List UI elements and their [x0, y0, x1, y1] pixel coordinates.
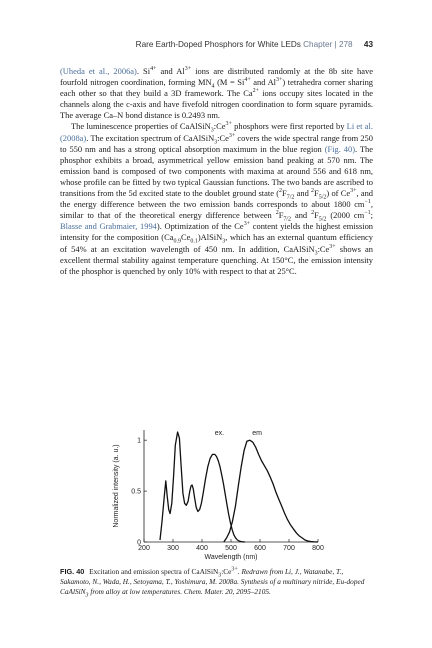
x-tick-label: 600: [254, 545, 266, 552]
text-run: and: [294, 188, 312, 199]
series-label-emission: em: [252, 430, 262, 438]
text-run: ). Optimization of the Ce: [156, 221, 244, 232]
text-run: )AlSiN: [197, 232, 223, 243]
superscript: 2: [275, 210, 279, 217]
series-line-emission: [224, 440, 318, 542]
subscript: 7/2: [283, 216, 292, 223]
body-text: [60, 66, 373, 277]
superscript: 2: [311, 210, 315, 217]
text-run: and: [291, 210, 312, 221]
text-run: phosphors were first reported by: [231, 121, 347, 132]
text-run: F: [282, 188, 287, 199]
paragraph-1: [60, 66, 373, 121]
subscript: 5/2: [318, 194, 327, 201]
text-run: F: [314, 210, 319, 221]
superscript: 3+: [329, 243, 336, 250]
superscript: 3+: [225, 121, 232, 128]
superscript: −1: [364, 210, 371, 217]
text-run: Ce: [180, 232, 191, 243]
series-line-excitation: [160, 432, 245, 542]
figure-link[interactable]: (Fig. 40): [324, 143, 356, 154]
caption-text: Excitation and emission spectra of CaAlSiN: [89, 567, 219, 576]
y-tick-label: 1: [137, 437, 141, 445]
x-tick-label: 700: [283, 545, 295, 552]
text-run: :Ce: [217, 132, 229, 143]
superscript: 4+: [150, 66, 157, 73]
text-run: F: [314, 188, 319, 199]
spectra-chart: [96, 422, 336, 565]
chapter-label: Chapter | 278: [303, 40, 353, 49]
y-tick-label: 0.5: [131, 488, 141, 496]
paragraph-2: [60, 121, 373, 276]
series-label-excitation: ex.: [214, 430, 225, 438]
superscript: 3+: [350, 188, 357, 195]
running-header: [60, 40, 373, 49]
subscript: 0.1: [190, 239, 198, 246]
caption-reference: Redrawn from Li, J., Watanabe, T., Sakamoto, N., Wada, H., Setoyama, T., Yoshimura, M. 2008a. Synthesis of a multinary nitride, Eu-doped CaAlSiN: [60, 567, 365, 596]
superscript: 3+: [276, 77, 283, 84]
superscript: 2: [279, 188, 283, 195]
text-run: and Al: [156, 66, 185, 76]
text-run: . The phosphor exhibits a broad, asymmetrical yellow emission band peaking at 570 nm. The emission band is composed of two components with maxima at around 556 and 618 nm, whose profile can be fitted by two typical Gaussian functions. The two bands are ascribed to transitions from the 5d excited state to the doublet ground state (: [60, 143, 373, 199]
text-run: F: [278, 210, 284, 221]
subscript: 7/2: [286, 194, 295, 201]
superscript: 2: [311, 188, 315, 195]
subscript: 4: [211, 83, 215, 90]
x-axis-label: Wavelength (nm): [204, 554, 258, 561]
text-run: ;: [370, 210, 373, 221]
subscript: 3: [214, 139, 218, 146]
text-run: ) tetrahedra corner sharing each other so that they build a 3D framework. The Ca: [60, 77, 374, 99]
text-run: shows an excellent thermal stability against temperature quenching. At 150°C, the emission intensity of the phosphor is quenched by only 10% with respect to that at 25°C.: [60, 243, 374, 276]
text-run: . Si: [136, 66, 151, 76]
superscript: 2+: [252, 88, 259, 95]
text-run: , and the energy difference between the two emission bands corresponds to about 1800 cm: [60, 188, 374, 210]
running-title: Rare Earth-Doped Phosphors for White LEDs: [135, 40, 301, 49]
text-run: and Al: [250, 77, 277, 88]
citation-link[interactable]: Blasse and Grabmaier, 1994: [60, 221, 157, 232]
caption-text: :Ce: [221, 567, 232, 576]
text-run: The luminescence properties of CaAlSiN: [71, 121, 211, 132]
text-run: (2000 cm: [326, 210, 365, 221]
superscript: 4+: [244, 77, 251, 84]
text-run: , similar to that of the theoretical energy difference between: [60, 199, 373, 221]
text-run: ions occupy sites located in the channels along the c-axis and have fivefold nitrogen coordination to form square pyramids. The average Ca–N bond distance is 0.2493 nm.: [60, 88, 373, 121]
citation-link[interactable]: Li et al. (2008a): [60, 121, 373, 143]
text-run: covers the wide spectral range from 250 to 550 nm and has a strong optical absorption maximum in the blue region: [60, 132, 373, 154]
caption-reference: from alloy at low temperatures. Chem. Mater. 20, 2095–2105.: [88, 587, 271, 596]
text-run: . The excitation spectrum of CaAlSiN: [86, 132, 215, 143]
superscript: 3+: [228, 132, 236, 139]
figure-caption: [60, 567, 373, 597]
subscript: 3: [218, 572, 222, 579]
text-run: (M = Si: [214, 77, 245, 88]
subscript: 0.9: [173, 239, 181, 246]
superscript: 3+: [184, 66, 192, 73]
superscript: 3+: [231, 566, 238, 573]
page-number: 43: [363, 40, 373, 49]
text-run: , which has an external quantum efficiency of 54% at an excitation wavelength of 450 nm. In addition, CaAlSiN: [60, 232, 374, 254]
x-tick-label: 400: [196, 545, 208, 552]
x-tick-label: 800: [312, 545, 324, 552]
chart-series: [160, 432, 318, 542]
text-run: :Ce: [213, 121, 226, 132]
chart-labels: [113, 430, 324, 561]
text-run: :Ce: [317, 243, 330, 254]
subscript: 3: [85, 592, 89, 599]
text-run: ions are distributed randomly at the 8b site have fourfold nitrogen coordination, forming MN: [60, 66, 373, 88]
x-tick-label: 300: [167, 545, 179, 552]
superscript: 3+: [243, 221, 251, 228]
subscript: 5/2: [318, 216, 327, 223]
superscript: −1: [364, 199, 371, 206]
subscript: 3: [314, 250, 318, 257]
figure-label: FIG. 40: [60, 567, 85, 576]
y-axis-label: Normalized intensity (a. u.): [113, 444, 120, 528]
subscript: 3: [210, 128, 214, 135]
citation-link[interactable]: (Uheda et al., 2006a): [60, 66, 137, 76]
subscript: 3: [222, 239, 226, 246]
x-tick-label: 200: [138, 545, 150, 552]
text-run: ) of Ce: [326, 188, 351, 199]
x-tick-label: 500: [225, 545, 237, 552]
text-run: content yields the highest emission intensity for the composition (Ca: [60, 221, 374, 243]
y-tick-label: 0: [137, 539, 141, 547]
caption-text: .: [237, 567, 242, 576]
